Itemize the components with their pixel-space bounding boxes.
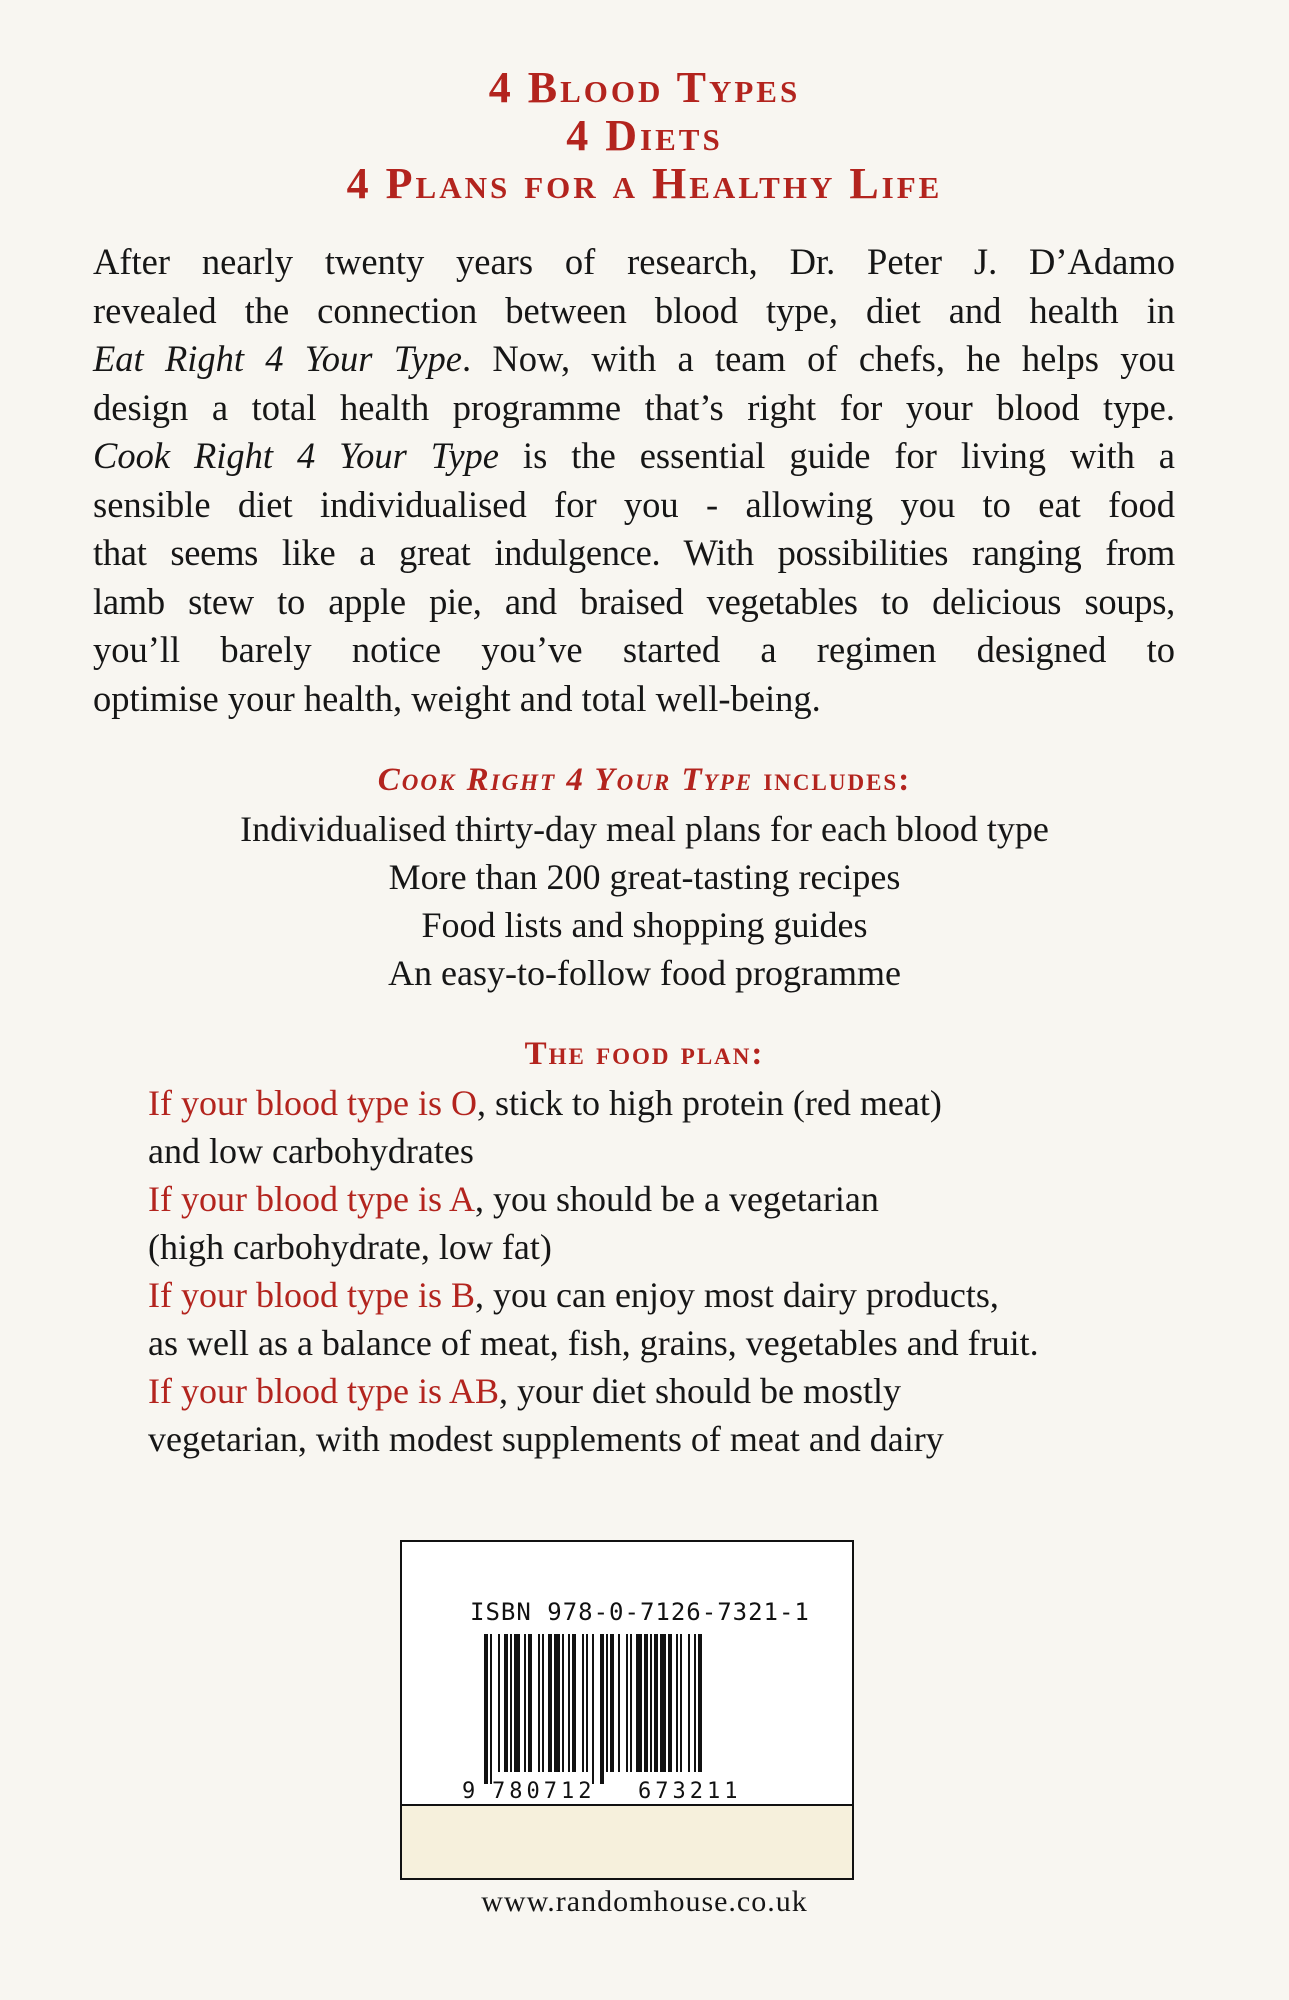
barcode-bar <box>498 1634 500 1772</box>
includes-heading <box>0 762 1289 799</box>
barcode-bar <box>600 1634 604 1784</box>
barcode-bar <box>568 1634 570 1772</box>
barcode-bar <box>688 1634 690 1772</box>
barcode-digits-left: 780712 <box>492 1779 596 1804</box>
plan-a-line-1 <box>148 1178 879 1220</box>
barcode-bar <box>538 1634 540 1772</box>
barcode-bar <box>582 1634 584 1772</box>
includes-item: An easy-to-follow food programme <box>388 953 901 993</box>
intro-line: design a total health programme that’s right for your blood type. <box>93 386 1175 428</box>
intro-line: revealed the connection between blood type, diet and health in <box>93 289 1175 331</box>
barcode-bar <box>644 1634 648 1772</box>
includes-item: Food lists and shopping guides <box>421 905 868 945</box>
publisher-url: www.randomhouse.co.uk <box>481 1885 808 1918</box>
barcode-bar <box>636 1634 642 1772</box>
intro-line: After nearly twenty years of research, Dr. Peter J. D’Adamo <box>93 241 1175 282</box>
barcode-bar <box>490 1634 492 1784</box>
includes-heading-rest: includes: <box>753 762 912 798</box>
barcode-bar <box>618 1634 620 1772</box>
barcode-bars <box>484 1634 702 1784</box>
barcode-bar <box>592 1634 594 1784</box>
barcode-bar <box>676 1634 678 1772</box>
barcode-bar <box>610 1634 614 1772</box>
includes-heading-title: Cook Right 4 Your Type <box>377 762 754 798</box>
intro-line <box>93 432 1175 481</box>
book-title-eat-right: Eat Right 4 Your Type <box>93 338 462 379</box>
barcode-bar <box>548 1634 552 1772</box>
plan-a-text: , you should be a vegetarian <box>474 1179 879 1219</box>
intro-line: optimise your health, weight and total well-being. <box>93 677 821 719</box>
barcode-bar <box>668 1634 672 1772</box>
barcode-bar <box>694 1634 696 1772</box>
plan-b-line-2: as well as a balance of meat, fish, grains, vegetables and fruit. <box>148 1323 1039 1363</box>
barcode-bar <box>660 1634 666 1772</box>
plan-ab-lead: If your blood type is AB <box>148 1371 499 1411</box>
barcode-bar <box>528 1634 532 1772</box>
barcode-bar <box>626 1634 628 1772</box>
barcode-bar <box>504 1634 508 1772</box>
barcode-bar <box>630 1634 632 1772</box>
food-plan-heading: The food plan: <box>524 1036 765 1072</box>
barcode-bar <box>572 1634 576 1772</box>
headline-blood-types: 4 Blood Types <box>488 63 801 112</box>
plan-ab-line-2: vegetarian, with modest supplements of meat and dairy <box>148 1419 944 1459</box>
headline-diets: 4 Diets <box>566 111 723 160</box>
barcode-graphic <box>462 1634 792 1804</box>
book-title-cook-right: Cook Right 4 Your Type <box>93 435 499 476</box>
headline-plans: 4 Plans for a Healthy Life <box>346 159 943 208</box>
barcode-bar <box>484 1634 488 1784</box>
intro-line: sensible diet individualised for you - allowing you to eat food <box>93 483 1175 525</box>
barcode-bar <box>554 1634 560 1772</box>
barcode-box <box>400 1540 854 1880</box>
barcode-bar <box>654 1634 658 1772</box>
plan-o-lead: If your blood type is O <box>148 1083 477 1123</box>
barcode-bar <box>510 1634 512 1772</box>
intro-line-text: . Now, with a team of chefs, he helps you <box>461 338 1175 379</box>
barcode-bar <box>562 1634 564 1772</box>
barcode-digit-first: 9 <box>462 1779 476 1804</box>
plan-b-line-1 <box>148 1274 999 1316</box>
barcode-bar <box>514 1634 520 1772</box>
plan-ab-line-1 <box>148 1370 901 1412</box>
intro-line: that seems like a great indulgence. With possibilities ranging from <box>93 532 1175 573</box>
intro-paragraph <box>93 238 1175 723</box>
intro-line: you’ll barely notice you’ve started a regimen designed to <box>93 629 1175 670</box>
barcode-bar <box>586 1634 588 1772</box>
plan-o-line-2: and low carbohydrates <box>148 1131 474 1171</box>
barcode-bar <box>680 1634 682 1772</box>
plan-o-text: , stick to high protein (red meat) <box>476 1083 942 1123</box>
intro-line-text: is the essential guide for living with a <box>499 435 1175 476</box>
intro-line: lamb stew to apple pie, and braised vegetables to delicious soups, <box>93 580 1175 622</box>
barcode-bar <box>542 1634 544 1772</box>
plan-b-text: , you can enjoy most dairy products, <box>474 1275 999 1315</box>
plan-a-line-2: (high carbohydrate, low fat) <box>148 1227 552 1267</box>
includes-item: More than 200 great-tasting recipes <box>388 857 901 897</box>
barcode-bar <box>698 1634 702 1772</box>
barcode-bar <box>606 1634 608 1772</box>
barcode-digits-right: 673211 <box>638 1779 742 1804</box>
plan-ab-text: , your diet should be mostly <box>498 1371 901 1411</box>
intro-line <box>93 335 1175 384</box>
plan-o-line-1 <box>148 1082 942 1124</box>
plan-a-lead: If your blood type is A <box>148 1179 475 1219</box>
isbn-label: ISBN 978-0-7126-7321-1 <box>470 1598 810 1626</box>
barcode-bar <box>650 1634 652 1772</box>
barcode-price-area <box>402 1804 852 1878</box>
plan-b-lead: If your blood type is B <box>148 1275 475 1315</box>
barcode-bar <box>524 1634 526 1772</box>
includes-item: Individualised thirty-day meal plans for each blood type <box>240 809 1049 849</box>
